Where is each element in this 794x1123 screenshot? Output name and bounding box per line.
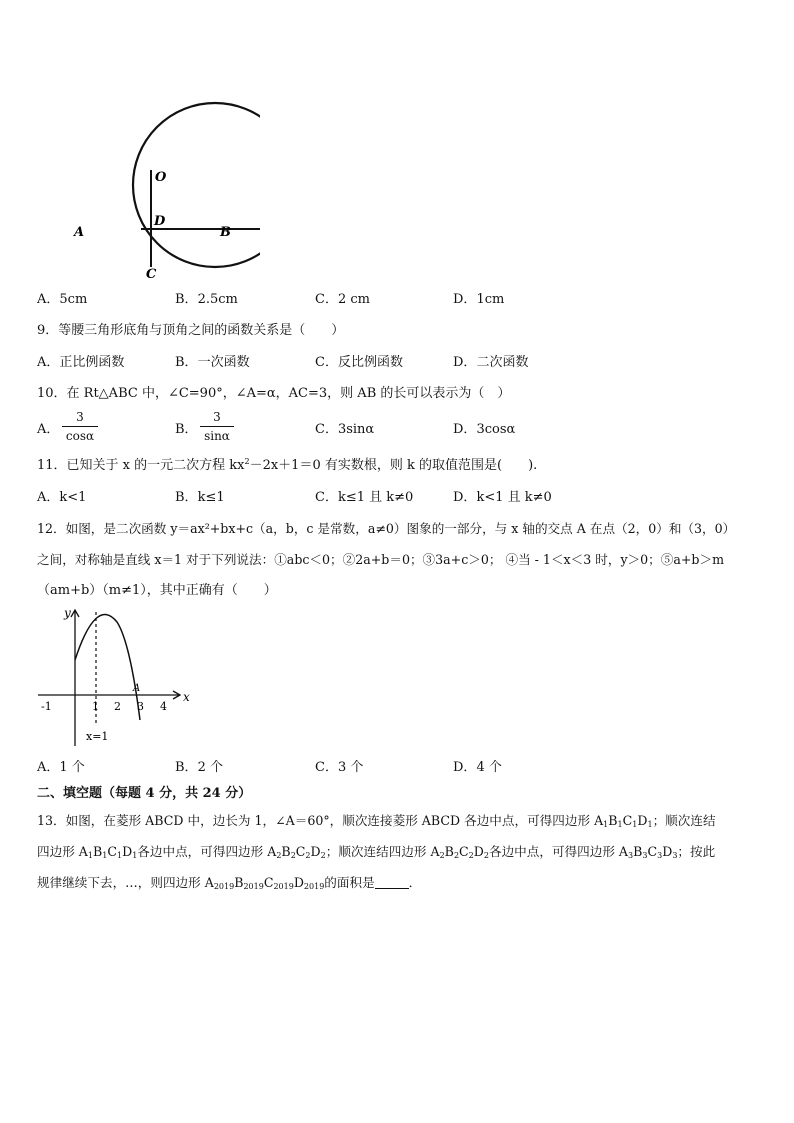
q12-option-d: D．4 个: [453, 760, 502, 775]
fraction-bar: [62, 426, 98, 427]
parabola-curve: [75, 614, 140, 720]
point-a-label: A: [133, 683, 141, 694]
tick-label-2: 2: [114, 700, 121, 713]
q11-option-b: B．k≤1: [175, 490, 225, 505]
q10-option-a-letter: A．: [37, 422, 60, 437]
label-c: C: [146, 267, 157, 282]
y-axis-label: y: [64, 606, 71, 620]
fraction-denominator: sinα: [204, 429, 230, 443]
q9-option-c: C．反比例函数: [315, 355, 403, 370]
q11-option-c: C．k≤1 且 k≠0: [315, 490, 414, 505]
q12-stem-line1: 12．如图，是二次函数 y＝ax²+bx+c（a，b，c 是常数，a≠0）图象的一部分，与 x 轴的交点 A 在点（2，0）和（3，0）: [37, 521, 736, 536]
q12-stem-line3: （am+b）（m≠1），其中正确有（ ）: [37, 583, 277, 598]
tick-label-4: 4: [160, 700, 167, 713]
q9-option-a: A．正比例函数: [37, 355, 125, 370]
q12-option-c: C．3 个: [315, 760, 364, 775]
answer-blank[interactable]: [375, 876, 409, 889]
q10-option-b-fraction: [200, 410, 234, 444]
q12-option-b: B．2 个: [175, 760, 223, 775]
fraction-denominator: cosα: [65, 429, 95, 443]
q10-option-c: C．3sinα: [315, 422, 375, 437]
parabola-graph: [30, 600, 200, 750]
tick-label-minus1: -1: [41, 700, 52, 713]
q12-stem-line2: 之间，对称轴是直线 x＝1 对于下列说法：①abc＜0；②2a+b＝0；③3a+c＞0； ④当 - 1＜x＜3 时，y＞0；⑤a+b＞m: [37, 552, 725, 567]
section2-title: 二、填空题（每题 4 分，共 24 分）: [37, 786, 252, 801]
q10-option-a-fraction: [62, 410, 98, 444]
q11-option-d: D．k<1 且 k≠0: [453, 490, 552, 505]
tick-label-3: 3: [137, 700, 144, 713]
label-o: O: [155, 170, 167, 185]
fraction-bar: [200, 426, 234, 427]
q12-option-a: A．1 个: [37, 760, 85, 775]
label-b: B: [220, 225, 231, 240]
circle-o: [133, 103, 260, 267]
circle-figure: [60, 95, 260, 285]
symmetry-axis-label: x=1: [86, 730, 109, 743]
tick-label-1: 1: [92, 700, 99, 713]
q8-option-c: C．2 cm: [315, 292, 370, 307]
fraction-numerator: 3: [76, 410, 84, 424]
q8-option-d: D．1cm: [453, 292, 505, 307]
label-d: D: [154, 214, 166, 229]
fraction-numerator: 3: [213, 410, 221, 424]
q10-option-d: D．3cosα: [453, 422, 516, 437]
q13-line1: 13．如图，在菱形 ABCD 中，边长为 1，∠A＝60°，顺次连接菱形 ABCD 各边中点，可得四边形 $A_1B_1C_1D_1$；顺次连结: [37, 813, 716, 829]
q10-option-b-letter: B．: [175, 422, 198, 437]
label-a: A: [74, 225, 85, 240]
q11-option-a: A．k<1: [37, 490, 87, 505]
x-axis-label: x: [183, 690, 190, 704]
q9-stem: 9．等腰三角形底角与顶角之间的函数关系是（ ）: [37, 323, 345, 338]
q8-option-b: B．2.5cm: [175, 292, 238, 307]
q9-option-b: B．一次函数: [175, 355, 250, 370]
q10-stem: 10．在 Rt△ABC 中，∠C=90°，∠A=α，AC=3，则 AB 的长可以表示为（ ）: [37, 386, 511, 401]
q13-line3: 规律继续下去，…，则四边形 $A_{2019}B_{2019}C_{2019}D_{2019}$的面积是 ．: [37, 875, 422, 891]
q8-option-a: A．5cm: [37, 292, 88, 307]
q9-option-d: D．二次函数: [453, 355, 529, 370]
q13-line2: 四边形 $A_1B_1C_1D_1$各边中点，可得四边形 $A_2B_2C_2D_2$；顺次连结四边形 $A_2B_2C_2D_2$各边中点，可得四边形 $A_3B_3C_3D_3$；按此: [37, 844, 716, 860]
q11-stem: 11．已知关于 x 的一元二次方程 $kx^2-2x+1=0$ 有实数根，则 k 的取值范围是( ).: [37, 457, 538, 473]
